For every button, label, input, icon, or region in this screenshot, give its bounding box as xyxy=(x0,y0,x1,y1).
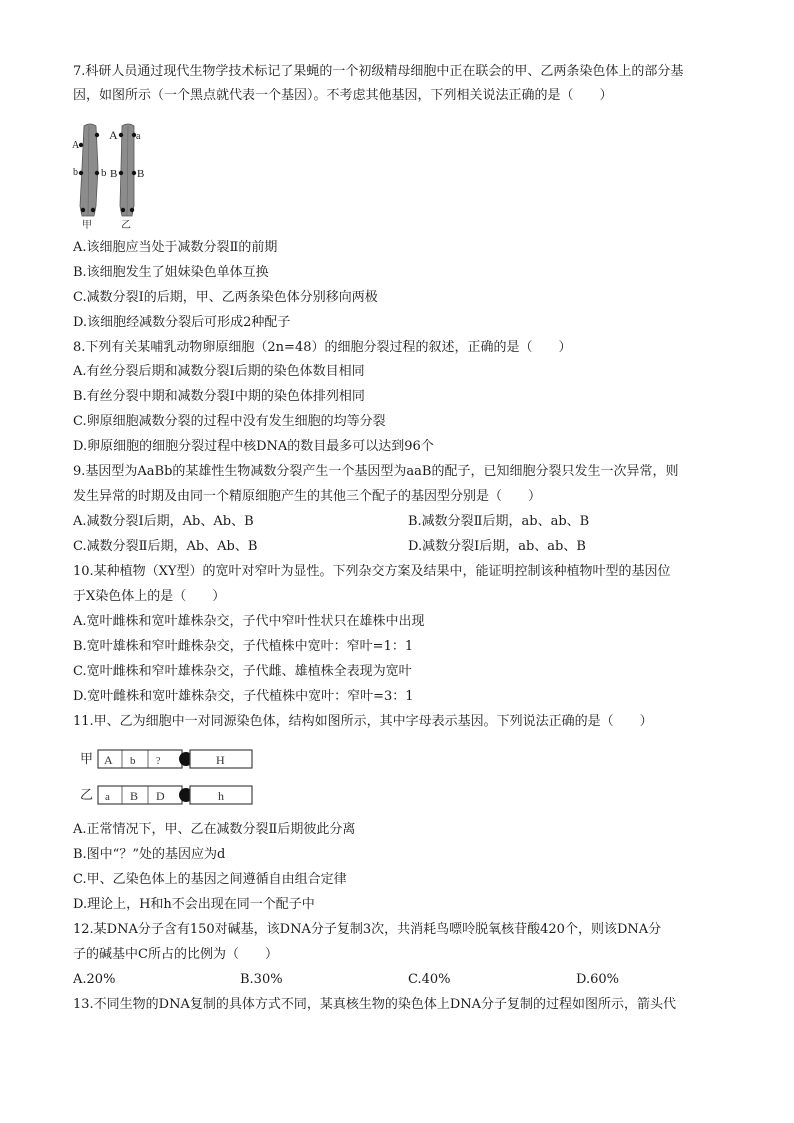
q7-stem-line1: 7.科研人员通过现代生物学技术标记了果蝇的一个初级精母细胞中正在联会的甲、乙两条染色体上的部分基 xyxy=(73,64,684,79)
q10-stem-line1: 10.某种植物（XY型）的宽叶对窄叶为显性。下列杂交方案及结果中，能证明控制该种植物叶型的基因位 xyxy=(73,564,671,579)
q11-fig-label: 甲 xyxy=(80,752,94,767)
q11-fig-label: 乙 xyxy=(80,788,94,803)
q11-stem: 11.甲、乙为细胞中一对同源染色体，结构如图所示，其中字母表示基因。下列说法正确的是（ ） xyxy=(73,714,653,729)
q11-fig-gene: h xyxy=(218,789,224,803)
q10-option-a: A.宽叶雌株和宽叶雄株杂交，子代中窄叶性状只在雄株中出现 xyxy=(73,614,425,629)
q7-fig-letter: b xyxy=(101,167,107,179)
q10-stem-line2: 于X染色体上的是（ ） xyxy=(73,589,226,604)
q11-fig-gene: H xyxy=(216,753,225,767)
q11-fig-gene: ? xyxy=(156,756,161,767)
q12-stem-line1: 12.某DNA分子含有150对碱基，该DNA分子复制3次，共消耗鸟嘌呤脱氧核苷酸420个，则该DNA分 xyxy=(73,922,662,937)
q10-option-c: C.宽叶雌株和窄叶雄株杂交，子代雌、雄植株全表现为宽叶 xyxy=(73,664,412,679)
q12-option-b: B.30% xyxy=(240,972,283,987)
q7-fig-letter: a xyxy=(136,131,141,142)
q8-option-c: C.卵原细胞减数分裂的过程中没有发生细胞的均等分裂 xyxy=(73,414,386,429)
q11-fig-gene: D xyxy=(156,789,165,803)
q11-option-b: B.图中“？”处的基因应为d xyxy=(73,847,226,862)
q8-option-d: D.卵原细胞的细胞分裂过程中核DNA的数目最多可以达到96个 xyxy=(73,439,434,454)
q7-fig-caption: 乙 xyxy=(121,220,131,230)
q11-option-d: D.理论上，H和h不会出现在同一个配子中 xyxy=(73,897,315,912)
q7-option-a: A.该细胞应当处于减数分裂Ⅱ的前期 xyxy=(73,240,278,255)
q12-option-c: C.40% xyxy=(408,972,451,987)
q11-fig-gene: A xyxy=(104,753,113,767)
q12-stem-line2: 子的碱基中C所占的比例为（ ） xyxy=(73,947,278,962)
q13-stem-line1: 13.不同生物的DNA复制的具体方式不同，某真核生物的染色体上DNA分子复制的过程如图所示，箭头代 xyxy=(73,997,677,1012)
q10-option-d: D.宽叶雌株和宽叶雄株杂交，子代植株中宽叶：窄叶=3：1 xyxy=(73,689,414,704)
q7-fig-letter: B xyxy=(110,168,118,180)
q9-option-b: B.减数分裂Ⅱ后期，ab、ab、B xyxy=(408,514,590,529)
q7-fig-letter: A xyxy=(72,140,80,151)
q9-option-d: D.减数分裂Ⅰ后期，ab、ab、B xyxy=(408,539,586,554)
q7-chromosome-figure xyxy=(70,118,160,230)
q12-option-a: A.20% xyxy=(73,972,116,987)
q11-option-a: A.正常情况下，甲、乙在减数分裂Ⅱ后期彼此分离 xyxy=(73,822,356,837)
q7-fig-letter: B xyxy=(137,168,145,180)
q9-stem-line2: 发生异常的时期及由同一个精原细胞产生的其他三个配子的基因型分别是（ ） xyxy=(73,489,542,504)
q9-stem-line1: 9.基因型为AaBb的某雄性生物减数分裂产生一个基因型为aaB的配子，已知细胞分裂只发生一次异常，则 xyxy=(73,464,679,479)
q11-fig-gene: B xyxy=(130,789,139,803)
q9-option-a: A.减数分裂Ⅰ后期，Ab、Ab、B xyxy=(73,514,254,529)
q7-option-d: D.该细胞经减数分裂后可形成2种配子 xyxy=(73,315,291,330)
q7-option-c: C.减数分裂Ⅰ的后期，甲、乙两条染色体分别移向两极 xyxy=(73,290,378,305)
q7-stem-line2: 因，如图所示（一个黑点就代表一个基因）。不考虑其他基因，下列相关说法正确的是（ ） xyxy=(73,88,613,103)
q8-stem: 8.下列有关某哺乳动物卵原细胞（2n=48）的细胞分裂过程的叙述，正确的是（ ） xyxy=(73,340,572,355)
q8-option-a: A.有丝分裂后期和减数分裂Ⅰ后期的染色体数目相同 xyxy=(73,364,365,379)
q8-option-b: B.有丝分裂中期和减数分裂Ⅰ中期的染色体排列相同 xyxy=(73,389,365,404)
q7-fig-letter: b xyxy=(73,167,78,178)
q7-option-b: B.该细胞发生了姐妹染色单体互换 xyxy=(73,265,269,280)
q7-fig-caption: 甲 xyxy=(82,220,92,230)
q11-fig-gene: a xyxy=(105,791,110,803)
q11-fig-gene: b xyxy=(130,755,136,767)
q7-fig-letter: A xyxy=(109,128,118,142)
q11-option-c: C.甲、乙染色体上的基因之间遵循自由组合定律 xyxy=(73,872,347,887)
q9-option-c: C.减数分裂Ⅱ后期，Ab、Ab、B xyxy=(73,539,258,554)
q11-homologous-chromosome-figure xyxy=(78,744,258,812)
q12-option-d: D.60% xyxy=(576,972,619,987)
q10-option-b: B.宽叶雄株和窄叶雌株杂交，子代植株中宽叶：窄叶=1：1 xyxy=(73,639,414,654)
